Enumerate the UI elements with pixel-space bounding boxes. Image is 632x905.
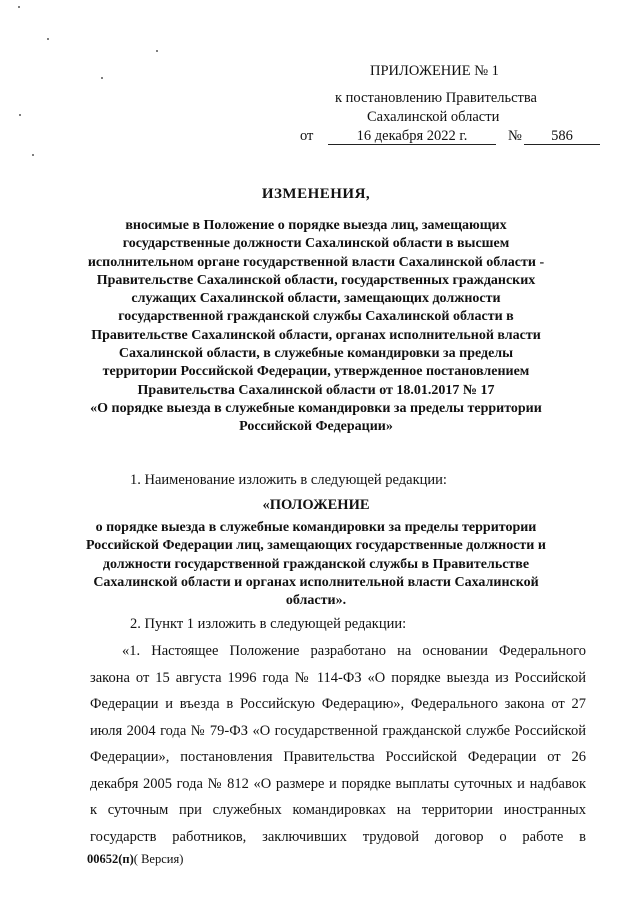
paragraph-line: июля 2004 года № 79-ФЗ «О государственной гражданской службе Российской: [90, 722, 586, 739]
appendix-reference-line1: к постановлению Правительства: [335, 90, 537, 106]
paragraph-line: Федерации», постановления Правительства Российской Федерации от 26: [90, 749, 586, 765]
subtitle-line: служащих Сахалинской области, замещающих должности: [131, 291, 501, 307]
decree-number: 586: [524, 127, 600, 145]
position-line: о порядке выезда в служебные командировки за пределы территории: [95, 520, 537, 535]
subtitle-line: вносимые в Положение о порядке выезда лиц, замещающих: [125, 218, 507, 233]
from-label: от: [300, 128, 314, 144]
paragraph-1: [90, 638, 586, 850]
position-line: должности государственной гражданской службы в Правительстве: [102, 556, 530, 572]
subtitle-line: Правительства Сахалинской области от 18.01.2017 № 17: [137, 382, 495, 398]
document-version: ( Версия): [133, 852, 184, 866]
number-label: №: [508, 128, 522, 144]
document-code: 00652(п): [87, 852, 134, 866]
appendix-reference-line2: Сахалинской области: [367, 109, 500, 125]
paragraph-line: декабря 2005 года № 812 «О размере и порядке выплаты суточных и надбавок: [90, 775, 586, 792]
scan-speck: [18, 6, 20, 8]
subtitle-line: Российской Федерации»: [239, 419, 393, 435]
position-subtitle: [80, 519, 552, 610]
item-2: 2. Пункт 1 изложить в следующей редакции:: [130, 616, 407, 632]
document-title: ИЗМЕНЕНИЯ,: [261, 186, 371, 202]
subtitle-line: территории Российской Федерации, утвержденное постановлением: [102, 364, 530, 380]
position-title: «ПОЛОЖЕНИЕ: [262, 497, 370, 513]
subtitle-line: исполнительном органе государственной власти Сахалинской области -: [87, 254, 545, 270]
subtitle-line: государственной гражданской службы Сахалинской области в: [118, 309, 514, 325]
subtitle-line: «О порядке выезда в служебные командировки за пределы территории: [90, 400, 542, 416]
paragraph-line: к суточным при служебных командировках на территории иностранных: [90, 802, 586, 818]
subtitle-line: Правительстве Сахалинской области, органах исполнительной власти: [91, 327, 541, 343]
appendix-heading: ПРИЛОЖЕНИЕ № 1: [370, 63, 499, 79]
item-1: 1. Наименование изложить в следующей редакции:: [130, 472, 447, 488]
paragraph-line: «1. Настоящее Положение разработано на основании Федерального: [122, 643, 586, 659]
scan-speck: [47, 38, 49, 40]
paragraph-line: государств работников, заключивших трудовой договор о работе в: [90, 828, 586, 845]
scan-speck: [32, 154, 34, 156]
scan-speck: [19, 114, 21, 116]
position-line: Сахалинской области и органах исполнительной власти Сахалинской: [93, 574, 539, 590]
position-line: Российской Федерации лиц, замещающих государственные должности и: [86, 538, 546, 554]
scan-speck: [101, 77, 103, 79]
decree-date: 16 декабря 2022 г.: [328, 127, 496, 145]
subtitle-line: Сахалинской области, в служебные командировки за пределы: [118, 346, 514, 362]
paragraph-line: Федерации и въезда в Российскую Федерацию», Федерального закона от 27: [90, 696, 586, 712]
appendix-date-line: [300, 127, 590, 147]
document-footer: [87, 852, 183, 867]
subtitle-line: Правительстве Сахалинской области, государственных гражданских: [96, 272, 536, 288]
document-subtitle: [78, 217, 554, 437]
position-line: области».: [285, 593, 347, 609]
paragraph-line: закона от 15 августа 1996 года № 114-ФЗ «О порядке выезда из Российской: [90, 669, 586, 686]
scan-speck: [156, 50, 158, 52]
subtitle-line: государственные должности Сахалинской области в высшем: [122, 236, 510, 252]
